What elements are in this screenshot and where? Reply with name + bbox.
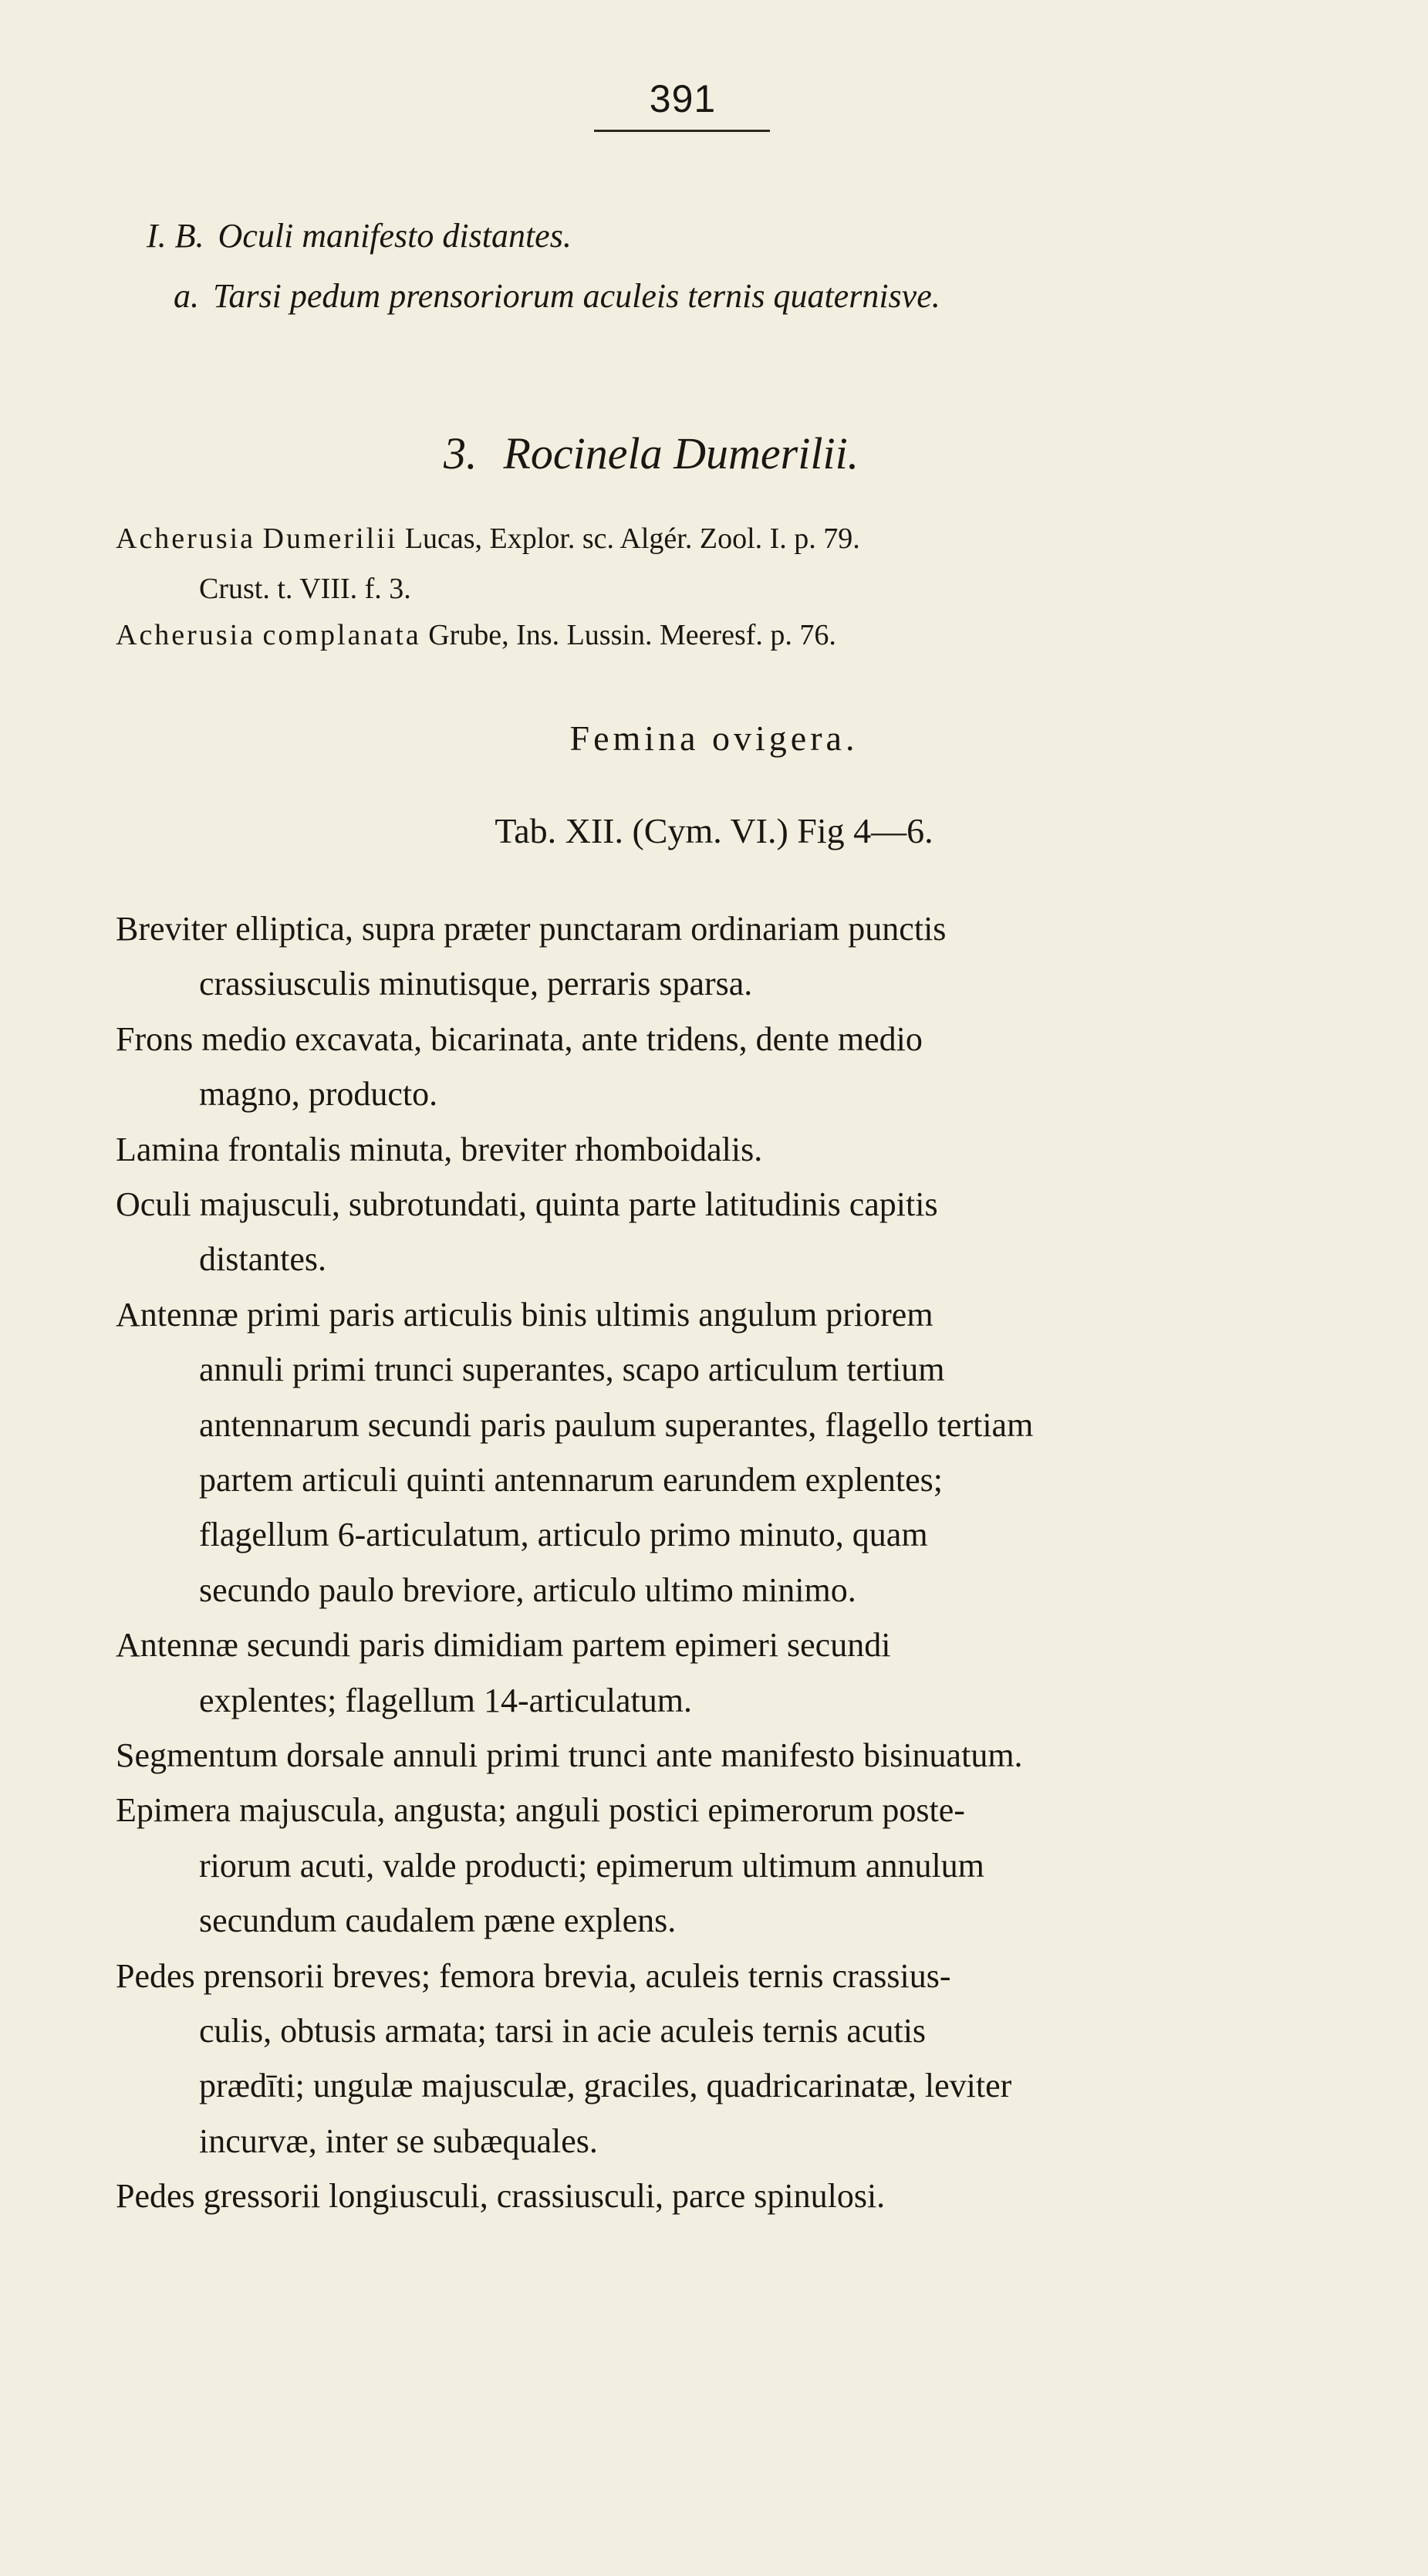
description-line: flagellum 6-articulatum, articulo primo minuto, quam: [199, 1516, 928, 1553]
synonym-epithet: complanata: [262, 619, 421, 651]
description-line: Pedes prensorii breves; femora brevia, aculeis ternis crassius-: [116, 1957, 951, 1995]
species-title: [444, 428, 859, 479]
description-line: Antennæ secundi paris dimidiam partem epimeri secundi: [116, 1626, 891, 1664]
specimen-note: Femina ovigera.: [569, 718, 859, 758]
page-number-rule: [594, 130, 770, 132]
description-line: partem articuli quinti antennarum earundem explentes;: [199, 1461, 943, 1499]
description-line: crassiusculis minutisque, perraris sparsa.: [199, 965, 753, 1002]
section-label: I. B.: [147, 217, 204, 255]
subsection-label: a.: [174, 277, 199, 315]
description-line: culis, obtusis armata; tarsi in acie aculeis ternis acutis: [199, 2012, 927, 2050]
description-line: Breviter elliptica, supra præter punctaram ordinariam punctis: [116, 910, 947, 948]
description-line: distantes.: [199, 1240, 326, 1278]
page-number: 391: [649, 77, 717, 120]
description-line: explentes; flagellum 14-articulatum.: [199, 1682, 693, 1719]
synonym-genus: Acherusia: [116, 619, 256, 651]
plate-reference: Tab. XII. (Cym. VI.) Fig 4—6.: [495, 811, 933, 850]
synonym-entry-continuation: [199, 571, 411, 607]
description-line: riorum acuti, valde producti; epimerum ultimum annulum: [199, 1847, 984, 1885]
description-line: secundo paulo breviore, articulo ultimo minimo.: [199, 1571, 856, 1609]
species-name: Rocinela Dumerilii.: [503, 428, 859, 478]
description-line: annuli primi trunci superantes, scapo articulum tertium: [199, 1351, 945, 1388]
synonym-reference: Crust. t. VIII. f. 3.: [199, 573, 411, 605]
description-line: magno, producto.: [199, 1075, 438, 1113]
description-line: Lamina frontalis minuta, breviter rhomboidalis.: [116, 1131, 763, 1168]
section-title: Oculi manifesto distantes.: [218, 217, 572, 255]
subsection-title: Tarsi pedum prensoriorum aculeis ternis quaternisve.: [213, 277, 940, 315]
synonym-reference: Grube, Ins. Lussin. Meeresf. p. 76.: [428, 619, 836, 651]
description-line: Epimera majuscula, angusta; anguli postici epimerorum poste-: [116, 1791, 965, 1829]
synonym-entry: [116, 617, 836, 653]
description-line: prædīti; ungulæ majusculæ, graciles, quadricarinatæ, leviter: [199, 2067, 1012, 2104]
subsection-heading: [174, 276, 940, 316]
description-line: antennarum secundi paris paulum superantes, flagello tertiam: [199, 1406, 1034, 1444]
description-line: Antennæ primi paris articulis binis ultimis angulum priorem: [116, 1296, 933, 1334]
synonym-epithet: Dumerilii: [262, 522, 398, 555]
synonym-entry: [116, 521, 860, 556]
section-heading: [147, 216, 572, 256]
description-line: Segmentum dorsale annuli primi trunci ante manifesto bisinuatum.: [116, 1736, 1023, 1774]
description-line: incurvæ, inter se subæquales.: [199, 2122, 598, 2160]
description-line: Pedes gressorii longiusculi, crassiusculi, parce spinulosi.: [116, 2177, 886, 2215]
description-line: secundum caudalem pæne explens.: [199, 1902, 677, 1939]
description-line: Frons medio excavata, bicarinata, ante tridens, dente medio: [116, 1020, 923, 1058]
species-number: 3.: [444, 428, 478, 478]
synonym-genus: Acherusia: [116, 522, 256, 555]
description-line: Oculi majusculi, subrotundati, quinta parte latitudinis capitis: [116, 1185, 938, 1223]
synonym-reference: Lucas, Explor. sc. Algér. Zool. I. p. 79.: [404, 522, 860, 555]
